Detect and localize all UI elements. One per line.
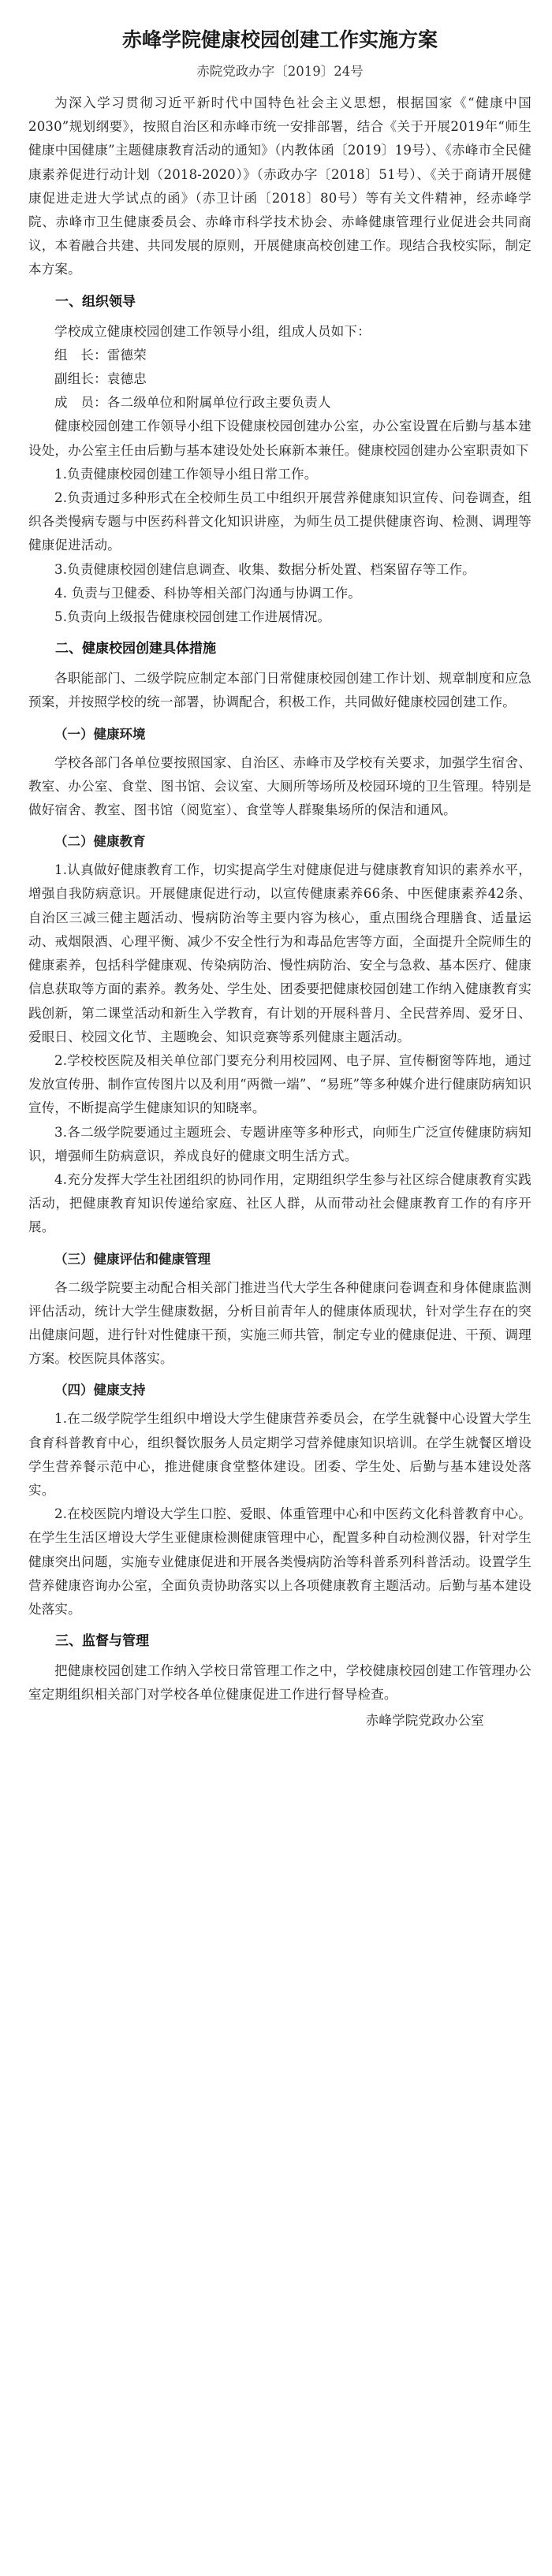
supervision-paragraph: 把健康校园创建工作纳入学校日常管理工作之中，学校健康校园创建工作管理办公室定期组织相关部门对学校各单位健康促进工作进行督导检查。: [28, 1663, 531, 1703]
office-duty: 3.负责健康校园创建信息调查、收集、数据分析处置、档案留存等工作。: [54, 561, 476, 577]
assessment-paragraph: 各二级学院要主动配合相关部门推进当代大学生各种健康问卷调查和身体健康监测评估活动，统计大学生健康数据，分析目前青年人的健康体质现状，针对学生存在的突出健康问题，进行针对性健康干预，实施三师共管，制定专业的健康促进、干预、调理方案。校医院具体落实。: [28, 1279, 531, 1367]
intro-paragraph: 为深入学习贯彻习近平新时代中国特色社会主义思想，根据国家《“健康中国2030”规划纲要》，按照自治区和赤峰市统一安排部署，结合《关于开展2019年“师生健康中国健康”主题健康教育活动的通知》（内教体函〔2019〕19号）、《赤峰市全民健康素养促进行动计划（2018-2020）》（赤政办字〔2018〕51号）、《关于商请开展健康促进走进大学试点的函》（赤卫计函〔2018〕80号）等有关文件精神，经赤峰学院、赤峰市卫生健康委员会、赤峰市科学技术协会、赤峰健康管理行业促进会共同商议，本着融合共建、共同发展的原则，开展健康高校创建工作。现结合我校实际，制定本方案。: [28, 95, 531, 277]
office-description: 健康校园创建工作领导小组下设健康校园创建办公室，办公室设置在后勤与基本建设处，办公室主任由后勤与基本建设处处长麻新本兼任。健康校园创建办公室职责如下: [28, 419, 531, 458]
document-title: 赤峰学院健康校园创建工作实施方案: [121, 28, 438, 51]
education-item: 2.学校校医院及相关单位部门要充分利用校园网、电子屏、宣传橱窗等阵地，通过发放宣传册、制作宣传图片以及利用“两微一端”、“易班”等多种媒介进行健康防病知识宣传，不断提高学生健康知识的知晓率。: [28, 1052, 531, 1116]
education-item: 1.认真做好健康教育工作，切实提高学生对健康促进与健康教育知识的素养水平，增强自我防病意识。开展健康促进行动，以宣传健康素养66条、中医健康素养42条、自治区三减三健主题活动、慢病防治等主要内容为核心，重点围绕合理膳食、适量运动、戒烟限酒、心理平衡、减少不安全性行为和毒品危害等方面，全面提升全院师生的健康素养，包括科学健康观、传染病防治、慢性病防治、安全与急救、基本医疗、健康信息获取等方面的素养。教务处、学生处、团委要把健康校园创建工作纳入健康教育实践创新，第二课堂活动和新生入学教育，有计划的开展科普月、全民营养周、爱牙日、爱眼日、校园文化节、主题晚会、知识竞赛等系列健康主题活动。: [28, 862, 531, 1044]
subsection-heading-environment: （一）健康环境: [54, 726, 146, 742]
environment-paragraph: 学校各部门各单位要按照国家、自治区、赤峰市及学校有关要求，加强学生宿舍、教室、办公室、食堂、图书馆、会议室、大厕所等场所及校园环境的卫生管理。特别是做好宿舍、教室、图书馆（阅览室）、食堂等人群聚集场所的保洁和通风。: [28, 754, 531, 818]
office-duty: 2.负责通过多种形式在全校师生员工中组织开展营养健康知识宣传、问卷调查，组织各类慢病专题与中医药科普文化知识讲座，为师生员工提供健康咨询、检测、调理等健康促进活动。: [28, 490, 531, 553]
org-intro: 学校成立健康校园创建工作领导小组，组成人员如下：: [54, 323, 371, 339]
document-number: 赤院党政办字〔2019〕24号: [196, 64, 364, 79]
support-item: 1.在二级学院学生组织中增设大学生健康营养委员会，在学生就餐中心设置大学生食育科普教育中心，组织餐饮服务人员定期学习营养健康知识培训。在学生就餐区增设学生营养餐示范中心，推进健康食堂整体建设。团委、学生处、后勤与基本建设处落实。: [28, 1411, 531, 1498]
org-leader: 组 长：雷德荣: [54, 347, 147, 363]
office-duty: 5.负责向上级报告健康校园创建工作进展情况。: [54, 609, 331, 625]
subsection-heading-education: （二）健康教育: [54, 834, 146, 850]
support-item: 2.在校医院内增设大学生口腔、爱眼、体重管理中心和中医药文化科普教育中心。在学生生活区增设大学生亚健康检测健康管理中心，配置多种自动检测仪器，针对学生健康突出问题，实施专业健康促进和开展各类慢病防治等科普系列科普活动。设置学生营养健康咨询办公室，全面负责协助落实以上各项健康教育主题活动。后勤与基本建设处落实。: [28, 1506, 531, 1617]
issuer-signature: 赤峰学院党政办公室: [365, 1712, 484, 1728]
subsection-heading-support: （四）健康支持: [54, 1383, 146, 1398]
section-heading-measures: 二、健康校园创建具体措施: [55, 641, 216, 657]
org-members: 成 员：各二级单位和附属单位行政主要负责人: [54, 395, 331, 411]
education-item: 3.各二级学院要通过主题班会、专题讲座等多种形式，向师生广泛宣传健康防病知识，增强师生防病意识，养成良好的健康文明生活方式。: [28, 1124, 531, 1163]
section-heading-organization: 一、组织领导: [55, 293, 136, 310]
education-item: 4.充分发挥大学生社团组织的协同作用，定期组织学生参与社区综合健康教育实践活动，把健康教育知识传递给家庭、社区人群，从而带动社会健康教育工作的有序开展。: [28, 1171, 531, 1235]
section-heading-supervision: 三、监督与管理: [55, 1633, 149, 1650]
org-vice-leader: 副组长：袁德忠: [54, 371, 147, 387]
office-duty: 1.负责健康校园创建工作领导小组日常工作。: [54, 466, 318, 482]
office-duty: 4. 负责与卫健委、科协等相关部门沟通与协调工作。: [54, 585, 361, 601]
subsection-heading-assessment: （三）健康评估和健康管理: [54, 1251, 211, 1267]
measures-intro: 各职能部门、二级学院应制定本部门日常健康校园创建工作计划、规章制度和应急预案，并按照学校的统一部署，协调配合，积极工作，共同做好健康校园创建工作。: [28, 671, 531, 710]
